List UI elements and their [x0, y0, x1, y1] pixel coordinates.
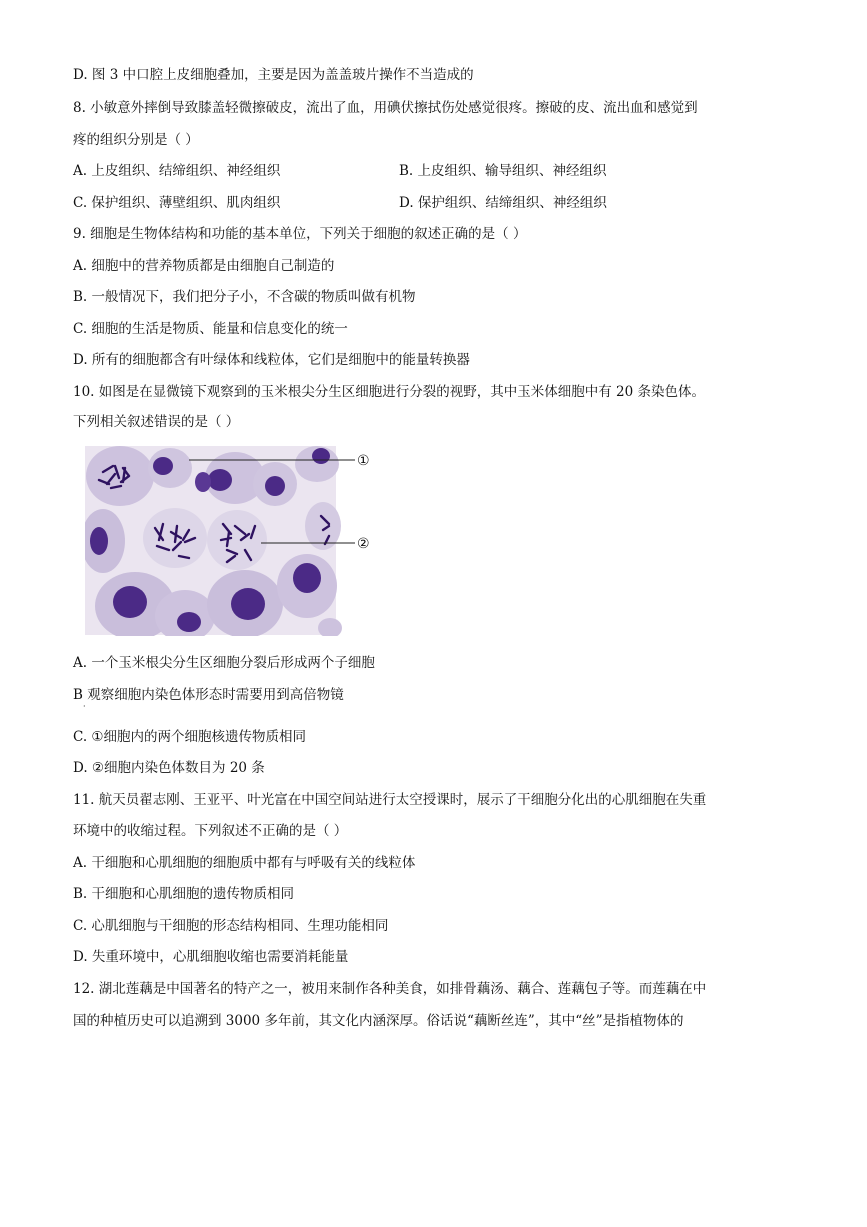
q9-option-a: A. 细胞中的营养物质都是由细胞自己制造的: [73, 258, 335, 274]
q10-stem: 10. 如图是在显微镜下观察到的玉米根尖分生区细胞进行分裂的视野，其中玉米体细胞中有 20 条染色体。: [73, 384, 706, 400]
q8-option-b: B. 上皮组织、输导组织、神经组织: [399, 163, 607, 179]
q11-stem: 11. 航天员翟志刚、王亚平、叶光富在中国空间站进行太空授课时，展示了干细胞分化出的心肌细胞在失重: [73, 792, 707, 808]
q11-option-d: D. 失重环境中，心肌细胞收缩也需要消耗能量: [73, 949, 349, 965]
q10-option-a: A. 一个玉米根尖分生区细胞分裂后形成两个子细胞: [73, 655, 375, 671]
q11-option-a: A. 干细胞和心肌细胞的细胞质中都有与呼吸有关的线粒体: [73, 855, 416, 871]
nucleus: [231, 588, 265, 620]
q8-option-d: D. 保护组织、结缔组织、神经组织: [399, 195, 607, 211]
q10-option-b: B 观察细胞内染色体形态时需要用到高倍物镜: [73, 687, 344, 703]
q8-option-a: A. 上皮组织、结缔组织、神经组织: [73, 163, 281, 179]
dividing-cell-topleft: [86, 446, 154, 506]
nucleus: [90, 527, 108, 555]
nucleus: [312, 448, 330, 464]
q9-stem: 9. 细胞是生物体结构和功能的基本单位，下列关于细胞的叙述正确的是（ ）: [73, 226, 527, 242]
q10-stem-cont: 下列相关叙述错误的是（ ）: [73, 414, 240, 430]
q8-stem-cont: 疼的组织分别是（ ）: [73, 132, 199, 148]
q10-option-c: C. ①细胞内的两个细胞核遗传物质相同: [73, 729, 307, 745]
micrograph-figure: [85, 446, 375, 636]
nucleus: [195, 472, 211, 492]
nucleus: [293, 563, 321, 593]
nucleus: [208, 469, 232, 491]
nucleus: [265, 476, 285, 496]
q9-option-c: C. 细胞的生活是物质、能量和信息变化的统一: [73, 321, 348, 337]
q12-stem: 12. 湖北莲藕是中国著名的特产之一，被用来制作各种美食，如排骨藕汤、藕合、莲藕包子等。而莲藕在中: [73, 981, 707, 997]
stray-dot: ·: [83, 702, 86, 711]
nucleus: [153, 457, 173, 475]
q7-option-d: D. 图 3 中口腔上皮细胞叠加，主要是因为盖盖玻片操作不当造成的: [73, 67, 474, 83]
q8-option-c: C. 保护组织、薄壁组织、肌肉组织: [73, 195, 281, 211]
label-2: ②: [357, 536, 370, 552]
q11-stem-cont: 环境中的收缩过程。下列叙述不正确的是（ ）: [73, 823, 348, 839]
q9-option-d: D. 所有的细胞都含有叶绿体和线粒体，它们是细胞中的能量转换器: [73, 352, 470, 368]
q10-option-d: D. ②细胞内染色体数目为 20 条: [73, 760, 265, 776]
nucleus: [113, 586, 147, 618]
q11-option-c: C. 心肌细胞与干细胞的形态结构相同、生理功能相同: [73, 918, 389, 934]
q9-option-b: B. 一般情况下，我们把分子小，不含碳的物质叫做有机物: [73, 289, 416, 305]
q12-stem-cont: 国的种植历史可以追溯到 3000 多年前，其文化内涵深厚。俗话说“藕断丝连”，其中“丝”是指植物体的: [73, 1013, 684, 1029]
nucleus: [177, 612, 201, 632]
q8-stem: 8. 小敏意外摔倒导致膝盖轻微擦破皮，流出了血，用碘伏擦拭伤处感觉很疼。擦破的皮、流出血和感觉到: [73, 100, 698, 116]
q11-option-b: B. 干细胞和心肌细胞的遗传物质相同: [73, 886, 295, 902]
cell-2: [207, 510, 267, 570]
label-1: ①: [357, 453, 370, 469]
